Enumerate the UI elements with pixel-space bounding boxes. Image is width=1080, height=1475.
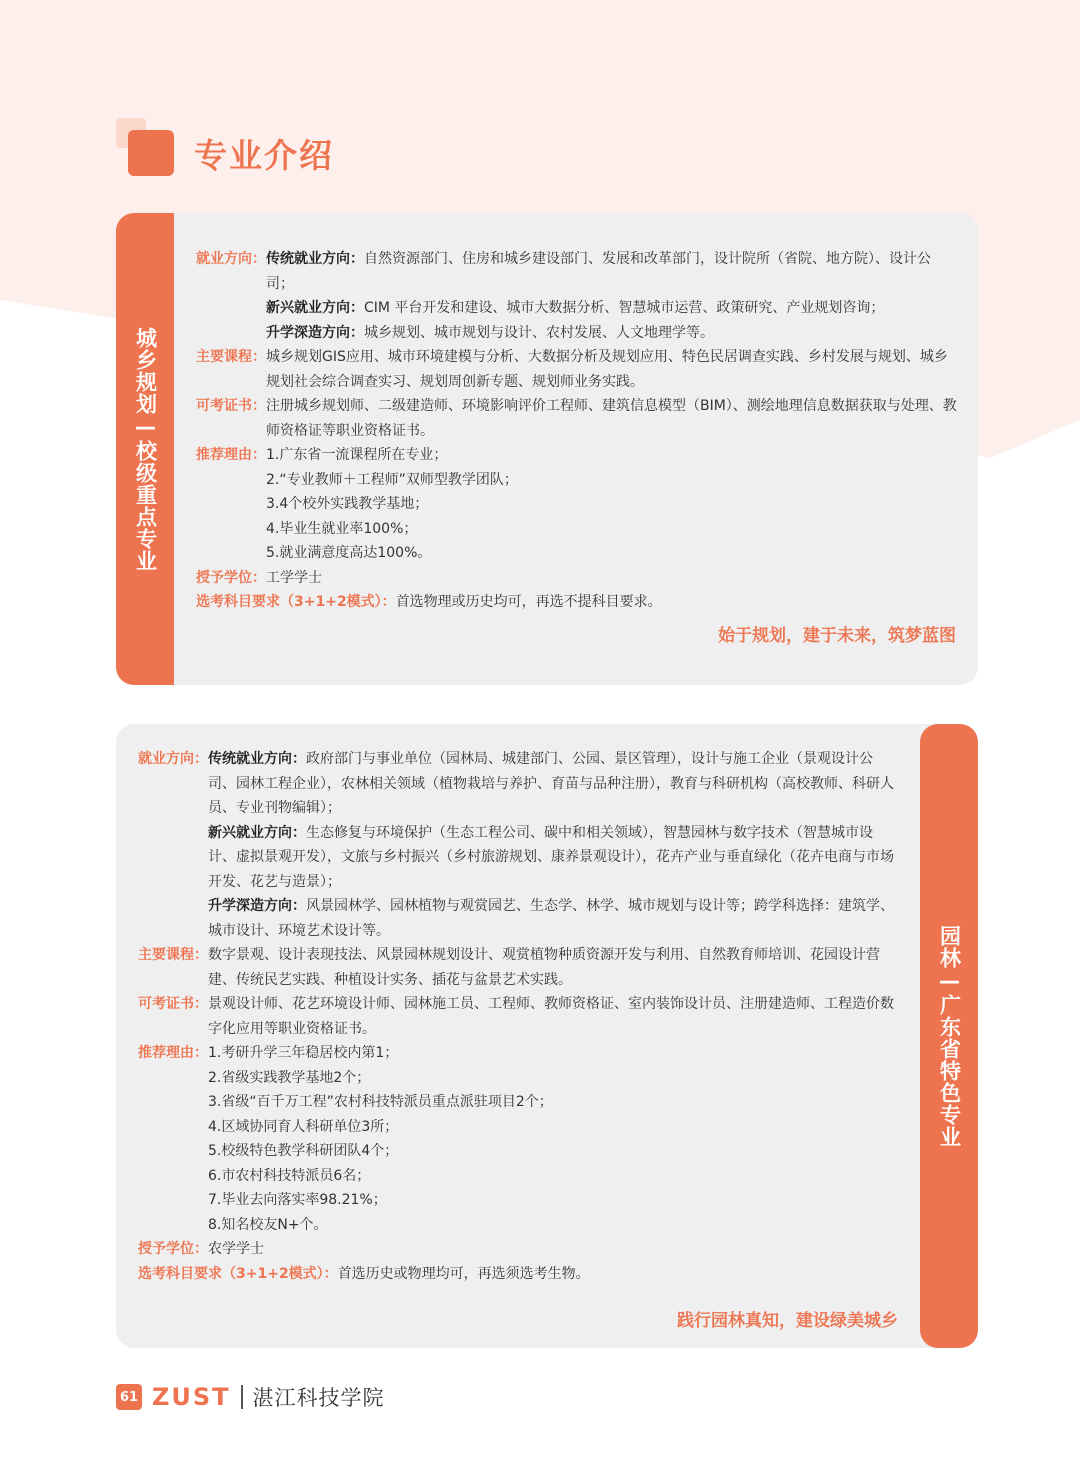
courses-row bbox=[138, 943, 900, 992]
courses-row bbox=[196, 345, 958, 394]
reasons-row bbox=[138, 1041, 900, 1237]
major-tab bbox=[116, 213, 174, 685]
degree-value: 工学学士 bbox=[266, 569, 322, 586]
employment-row bbox=[138, 747, 900, 821]
degree-label: 授予学位： bbox=[138, 1241, 208, 1257]
subjects-row bbox=[138, 1262, 900, 1287]
major-details bbox=[196, 247, 958, 615]
further-study-label: 升学深造方向： bbox=[266, 324, 364, 341]
reason-item: 2.“专业教师＋工程师”双师型教学团队； bbox=[266, 471, 518, 488]
emerging-label: 新兴就业方向： bbox=[208, 824, 306, 841]
title-decor-square bbox=[128, 130, 174, 176]
reason-item: 3.省级“百千万工程”农村科技特派员重点派驻项目2个； bbox=[208, 1094, 553, 1110]
further-study-label: 升学深造方向： bbox=[208, 898, 306, 914]
subjects-label: 选考科目要求（3+1+2模式）： bbox=[196, 594, 396, 610]
certificates-value: 注册城乡规划师、二级建造师、环境影响评价工程师、建筑信息模型（BIM）、测绘地理信息数据获取与处理、教师资格证等职业资格证书。 bbox=[266, 398, 957, 439]
courses-label: 主要课程： bbox=[138, 947, 208, 963]
page-number: 61 bbox=[116, 1384, 142, 1410]
section-title: 专业介绍 bbox=[194, 136, 334, 175]
major-details bbox=[138, 747, 900, 1286]
further-study-value: 风景园林学、园林植物与观赏园艺、生态学、林学、城市规划与设计等；跨学科选择：建筑学、城市设计、环境艺术设计等。 bbox=[208, 898, 894, 939]
subjects-label: 选考科目要求（3+1+2模式）： bbox=[138, 1265, 338, 1282]
reasons-label: 推荐理由： bbox=[196, 447, 266, 463]
certificates-label: 可考证书： bbox=[138, 996, 208, 1012]
emerging-label: 新兴就业方向： bbox=[266, 300, 364, 316]
certificates-value: 景观设计师、花艺环境设计师、园林施工员、工程师、教师资格证、室内装饰设计员、注册建造师、工程造价数字化应用等职业资格证书。 bbox=[208, 996, 894, 1037]
reason-item: 1.广东省一流课程所在专业； bbox=[266, 447, 448, 463]
courses-label: 主要课程： bbox=[196, 349, 266, 365]
certificates-row bbox=[138, 992, 900, 1041]
reason-item: 7.毕业去向落实率98.21%； bbox=[208, 1192, 387, 1208]
reason-item: 3.4个校外实践教学基地； bbox=[266, 496, 429, 512]
emerging-row bbox=[138, 821, 900, 895]
certificates-label: 可考证书： bbox=[196, 398, 266, 414]
emerging-value: 生态修复与环境保护（生态工程公司、碳中和相关领域），智慧园林与数字技术（智慧城市设计、虚拟景观开发），文旅与乡村振兴（乡村旅游规划、康养景观设计），花卉产业与垂直绿化（花卉电商与市场开发、花艺与造景）； bbox=[208, 824, 894, 890]
major-slogan: 始于规划，建于未来，筑梦蓝图 bbox=[718, 626, 956, 646]
major-card-landscape bbox=[116, 724, 978, 1348]
reason-item: 4.区域协同育人科研单位3所； bbox=[208, 1118, 399, 1135]
employment-row bbox=[196, 247, 958, 296]
degree-value: 农学学士 bbox=[208, 1241, 264, 1257]
reasons-label: 推荐理由： bbox=[138, 1045, 208, 1061]
employment-label: 就业方向： bbox=[138, 751, 208, 767]
degree-label: 授予学位： bbox=[196, 569, 266, 586]
reason-item: 4.毕业生就业率100%； bbox=[266, 520, 418, 537]
subjects-value: 首选历史或物理均可，再选须选考生物。 bbox=[337, 1265, 590, 1282]
major-name: 城乡规划—校级重点专业 bbox=[133, 326, 158, 572]
major-slogan: 践行园林真知，建设绿美城乡 bbox=[677, 1311, 898, 1331]
courses-value: 数字景观、设计表现技法、风景园林规划设计、观赏植物种质资源开发与利用、自然教育师培训、花园设计营建、传统民艺实践、种植设计实务、插花与盆景艺术实践。 bbox=[208, 947, 880, 988]
reason-item: 6.市农村科技特派员6名； bbox=[208, 1167, 371, 1184]
traditional-label: 传统就业方向： bbox=[266, 251, 364, 267]
major-card-urban-planning bbox=[116, 213, 978, 685]
reasons-row bbox=[196, 443, 958, 566]
reason-item: 5.校级特色教学科研团队4个； bbox=[208, 1143, 399, 1159]
traditional-label: 传统就业方向： bbox=[208, 751, 306, 767]
further-study-value: 城乡规划、城市规划与设计、农村发展、人文地理学等。 bbox=[364, 324, 714, 341]
further-study-row bbox=[138, 894, 900, 943]
subjects-value: 首选物理或历史均可，再选不提科目要求。 bbox=[395, 594, 662, 610]
major-name: 园林—广东省特色专业 bbox=[937, 924, 962, 1148]
traditional-value: 自然资源部门、住房和城乡建设部门、发展和改革部门，设计院所（省院、地方院）、设计公司； bbox=[266, 251, 931, 292]
courses-value: 城乡规划GIS应用、城市环境建模与分析、大数据分析及规划应用、特色民居调查实践、乡村发展与规划、城乡规划社会综合调查实习、规划周创新专题、规划师业务实践。 bbox=[266, 349, 948, 390]
degree-row bbox=[138, 1237, 900, 1262]
certificates-row bbox=[196, 394, 958, 443]
degree-row bbox=[196, 566, 958, 591]
reason-item: 8.知名校友N+个。 bbox=[208, 1216, 328, 1233]
page-footer bbox=[116, 1382, 385, 1412]
emerging-value: CIM 平台开发和建设、城市大数据分析、智慧城市运营、政策研究、产业规划咨询； bbox=[364, 300, 885, 316]
major-tab bbox=[920, 724, 978, 1348]
footer-divider bbox=[241, 1385, 243, 1409]
employment-label: 就业方向： bbox=[196, 251, 266, 267]
reason-item: 2.省级实践教学基地2个； bbox=[208, 1069, 371, 1086]
traditional-value: 政府部门与事业单位（园林局、城建部门、公园、景区管理），设计与施工企业（景观设计公司、园林工程企业），农林相关领域（植物栽培与养护、育苗与品种注册），教育与科研机构（高校教师、科研人员、专业刊物编辑）； bbox=[208, 751, 894, 816]
brand-logo: ZUST bbox=[152, 1383, 231, 1411]
reason-item: 5.就业满意度高达100%。 bbox=[266, 545, 432, 561]
emerging-row bbox=[196, 296, 958, 321]
school-name: 湛江科技学院 bbox=[252, 1386, 385, 1410]
subjects-row bbox=[196, 590, 958, 615]
reason-item: 1.考研升学三年稳居校内第1； bbox=[208, 1045, 399, 1061]
further-study-row bbox=[196, 321, 958, 346]
